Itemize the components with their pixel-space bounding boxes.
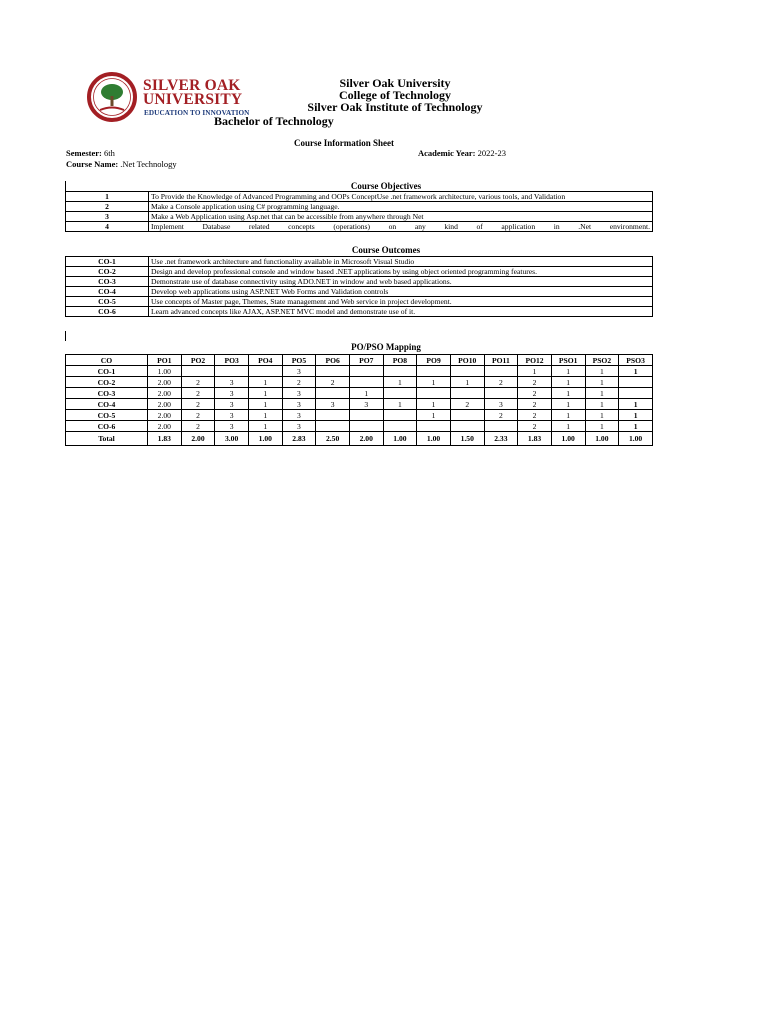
academic-year-info xyxy=(418,148,506,158)
total-cell: 1.00 xyxy=(248,432,282,446)
mapping-header-pso3: PSO3 xyxy=(619,355,653,366)
mapping-cell: 1 xyxy=(551,421,585,432)
mapping-cell: 1 xyxy=(585,388,619,399)
mapping-cell xyxy=(619,377,653,388)
mapping-cell: 3 xyxy=(215,421,249,432)
mapping-cell xyxy=(383,421,417,432)
institute-name: Silver Oak Institute of Technology xyxy=(307,100,483,114)
mapping-title: PO/PSO Mapping xyxy=(351,342,421,352)
mapping-cell: 1 xyxy=(585,399,619,410)
mapping-cell xyxy=(484,366,518,377)
mapping-cell xyxy=(383,388,417,399)
mapping-header-po6: PO6 xyxy=(316,355,350,366)
table-row xyxy=(66,377,653,388)
outcome-code: CO-2 xyxy=(66,267,149,277)
mapping-cell xyxy=(215,366,249,377)
total-label: Total xyxy=(66,432,148,446)
mapping-cell: 1 xyxy=(248,410,282,421)
semester-value: 6th xyxy=(101,148,115,158)
mapping-cell xyxy=(450,410,484,421)
mapping-cell: 2.00 xyxy=(148,388,182,399)
mapping-cell xyxy=(484,421,518,432)
objective-number: 3 xyxy=(66,212,149,222)
mapping-cell: 1 xyxy=(551,388,585,399)
mapping-cell: 1 xyxy=(248,377,282,388)
mapping-row-label: CO-2 xyxy=(66,377,148,388)
mapping-header-po5: PO5 xyxy=(282,355,316,366)
mapping-cell: 2.00 xyxy=(148,421,182,432)
mapping-cell xyxy=(450,388,484,399)
total-cell: 2.00 xyxy=(181,432,215,446)
mapping-cell: 2 xyxy=(450,399,484,410)
outcome-text: Use .net framework architecture and functionality available in Microsoft Visual Studio xyxy=(149,257,653,267)
mapping-cell: 2 xyxy=(316,377,350,388)
total-cell: 2.83 xyxy=(282,432,316,446)
mapping-cell xyxy=(450,366,484,377)
mapping-cell: 1 xyxy=(248,399,282,410)
mapping-cell: 1.00 xyxy=(148,366,182,377)
mapping-header-po3: PO3 xyxy=(215,355,249,366)
mapping-row-label: CO-5 xyxy=(66,410,148,421)
mapping-cell: 1 xyxy=(349,388,383,399)
mapping-header-po10: PO10 xyxy=(450,355,484,366)
mapping-header-po1: PO1 xyxy=(148,355,182,366)
total-cell: 1.00 xyxy=(417,432,451,446)
table-row xyxy=(66,222,653,232)
total-cell: 2.33 xyxy=(484,432,518,446)
outcomes-title: Course Outcomes xyxy=(351,245,421,255)
objectives-left-border xyxy=(65,181,66,191)
mapping-cell: 2 xyxy=(518,388,552,399)
mapping-cell xyxy=(417,421,451,432)
mapping-cell: 1 xyxy=(619,399,653,410)
mapping-cell xyxy=(349,377,383,388)
mapping-cell: 3 xyxy=(282,421,316,432)
mapping-cell: 2.00 xyxy=(148,399,182,410)
mapping-cell xyxy=(417,366,451,377)
mapping-cell xyxy=(349,421,383,432)
mapping-cell: 2 xyxy=(518,421,552,432)
objective-text: Make a Console application using C# programming language. xyxy=(149,202,653,212)
mapping-cell: 3 xyxy=(215,410,249,421)
mapping-cell: 1 xyxy=(551,399,585,410)
mapping-cell: 3 xyxy=(349,399,383,410)
table-row xyxy=(66,410,653,421)
mapping-cell xyxy=(383,410,417,421)
mapping-cell: 2 xyxy=(518,377,552,388)
mapping-cell: 1 xyxy=(417,377,451,388)
mapping-cell: 3 xyxy=(215,377,249,388)
mapping-cell: 1 xyxy=(551,377,585,388)
logo-tagline: EDUCATION TO INNOVATION xyxy=(144,109,250,117)
total-cell: 2.50 xyxy=(316,432,350,446)
table-row xyxy=(66,421,653,432)
total-cell: 3.00 xyxy=(215,432,249,446)
logo-name-line2: UNIVERSITY xyxy=(143,91,243,108)
mapping-cell: 2 xyxy=(181,421,215,432)
mapping-cell: 2.00 xyxy=(148,377,182,388)
mapping-cell: 1 xyxy=(248,421,282,432)
outcome-code: CO-1 xyxy=(66,257,149,267)
total-cell: 1.00 xyxy=(585,432,619,446)
mapping-cell: 1 xyxy=(248,388,282,399)
sheet-title: Course Information Sheet xyxy=(294,138,394,148)
total-cell: 2.00 xyxy=(349,432,383,446)
mapping-cell: 2 xyxy=(181,388,215,399)
mapping-row-label: CO-6 xyxy=(66,421,148,432)
table-row xyxy=(66,388,653,399)
table-row xyxy=(66,287,653,297)
mapping-cell: 1 xyxy=(585,377,619,388)
total-cell: 1.50 xyxy=(450,432,484,446)
outcome-code: CO-6 xyxy=(66,307,149,317)
outcomes-table xyxy=(65,256,653,317)
mapping-cell: 3 xyxy=(215,399,249,410)
mapping-cell: 2 xyxy=(484,410,518,421)
mapping-cell: 1 xyxy=(585,410,619,421)
objective-number: 4 xyxy=(66,222,149,232)
mapping-cell: 3 xyxy=(316,399,350,410)
po-pso-mapping-table xyxy=(65,354,653,446)
year-label: Academic Year: xyxy=(418,148,476,158)
mapping-cell: 1 xyxy=(619,410,653,421)
table-row xyxy=(66,366,653,377)
mapping-cell xyxy=(450,421,484,432)
table-row xyxy=(66,399,653,410)
course-label: Course Name: xyxy=(66,159,119,169)
mapping-cell xyxy=(316,421,350,432)
table-row xyxy=(66,202,653,212)
total-cell: 1.00 xyxy=(551,432,585,446)
mapping-row-label: CO-4 xyxy=(66,399,148,410)
mapping-cell xyxy=(316,366,350,377)
mapping-cell: 2 xyxy=(181,410,215,421)
mapping-header-po4: PO4 xyxy=(248,355,282,366)
mapping-cell xyxy=(349,410,383,421)
mapping-header-po7: PO7 xyxy=(349,355,383,366)
mapping-cell: 3 xyxy=(282,410,316,421)
mapping-cell: 1 xyxy=(585,366,619,377)
outcome-code: CO-4 xyxy=(66,287,149,297)
table-row xyxy=(66,212,653,222)
mapping-cell: 3 xyxy=(282,388,316,399)
mapping-cell: 1 xyxy=(551,410,585,421)
outcome-code: CO-3 xyxy=(66,277,149,287)
mapping-header-po2: PO2 xyxy=(181,355,215,366)
table-row xyxy=(66,267,653,277)
objective-text: Make a Web Application using Asp.net that can be accessible from anywhere through Net xyxy=(149,212,653,222)
mapping-cell: 1 xyxy=(551,366,585,377)
mapping-cell: 1 xyxy=(518,366,552,377)
total-cell: 1.00 xyxy=(383,432,417,446)
mapping-cell: 1 xyxy=(585,421,619,432)
total-cell: 1.83 xyxy=(148,432,182,446)
mapping-cell xyxy=(349,366,383,377)
table-row xyxy=(66,307,653,317)
total-cell: 1.00 xyxy=(619,432,653,446)
mapping-row-label: CO-1 xyxy=(66,366,148,377)
mapping-cell: 2.00 xyxy=(148,410,182,421)
mapping-cell: 1 xyxy=(450,377,484,388)
total-cell: 1.83 xyxy=(518,432,552,446)
mapping-header-pso2: PSO2 xyxy=(585,355,619,366)
mapping-header-pso1: PSO1 xyxy=(551,355,585,366)
mapping-cell: 2 xyxy=(181,377,215,388)
mapping-cell: 2 xyxy=(282,377,316,388)
mapping-cell: 1 xyxy=(383,399,417,410)
table-row xyxy=(66,257,653,267)
mapping-cell xyxy=(316,410,350,421)
mapping-cell: 2 xyxy=(518,410,552,421)
mapping-cell: 1 xyxy=(619,421,653,432)
table-row xyxy=(66,192,653,202)
mapping-cell xyxy=(619,388,653,399)
mapping-cell: 1 xyxy=(417,410,451,421)
objective-text: Implement Database related concepts (operations) on any kind of application in .Net environment. xyxy=(149,222,653,232)
university-name: Silver Oak University xyxy=(339,76,451,90)
outcome-text: Develop web applications using ASP.NET Web Forms and Validation controls xyxy=(149,287,653,297)
objectives-title: Course Objectives xyxy=(350,181,422,191)
mapping-row-label: CO-3 xyxy=(66,388,148,399)
year-value: 2022-23 xyxy=(475,148,506,158)
objective-number: 2 xyxy=(66,202,149,212)
objectives-table xyxy=(65,191,653,232)
outcome-text: Use concepts of Master page, Themes, State management and Web service in project development. xyxy=(149,297,653,307)
mapping-header-po8: PO8 xyxy=(383,355,417,366)
mapping-cell xyxy=(248,366,282,377)
semester-label: Semester: xyxy=(66,148,102,158)
outcome-text: Demonstrate use of database connectivity using ADO.NET in window and web based applications. xyxy=(149,277,653,287)
table-row xyxy=(66,297,653,307)
mapping-cell: 3 xyxy=(282,366,316,377)
course-info xyxy=(66,159,177,169)
mapping-header-co: CO xyxy=(66,355,148,366)
mapping-cell: 3 xyxy=(484,399,518,410)
mapping-cell xyxy=(181,366,215,377)
mapping-cell xyxy=(484,388,518,399)
mapping-cell: 3 xyxy=(215,388,249,399)
outcome-text: Design and develop professional console and window based .NET applications by using object oriented programming features. xyxy=(149,267,653,277)
tree-emblem-icon xyxy=(86,72,138,122)
mapping-cell: 2 xyxy=(518,399,552,410)
mapping-cell xyxy=(316,388,350,399)
cell-cursor-marker xyxy=(65,331,66,341)
mapping-total-row xyxy=(66,432,653,446)
mapping-cell: 3 xyxy=(282,399,316,410)
course-value: .Net Technology xyxy=(118,159,177,169)
mapping-cell xyxy=(383,366,417,377)
mapping-header-po9: PO9 xyxy=(417,355,451,366)
college-name: College of Technology xyxy=(338,88,451,102)
mapping-header-po12: PO12 xyxy=(518,355,552,366)
mapping-header-row xyxy=(66,355,653,366)
mapping-cell: 2 xyxy=(484,377,518,388)
mapping-cell: 1 xyxy=(383,377,417,388)
mapping-cell: 2 xyxy=(181,399,215,410)
objective-number: 1 xyxy=(66,192,149,202)
mapping-cell: 1 xyxy=(619,366,653,377)
mapping-cell: 1 xyxy=(417,399,451,410)
logo-name-line1: SILVER OAK xyxy=(143,77,241,94)
table-row xyxy=(66,277,653,287)
outcome-code: CO-5 xyxy=(66,297,149,307)
mapping-header-po11: PO11 xyxy=(484,355,518,366)
program-name: Bachelor of Technology xyxy=(214,114,334,128)
outcome-text: Learn advanced concepts like AJAX, ASP.NET MVC model and demonstrate use of it. xyxy=(149,307,653,317)
semester-info xyxy=(66,148,115,158)
mapping-cell xyxy=(417,388,451,399)
objective-text: To Provide the Knowledge of Advanced Programming and OOPs ConceptUse .net framework architecture, various tools, and Validation xyxy=(149,192,653,202)
